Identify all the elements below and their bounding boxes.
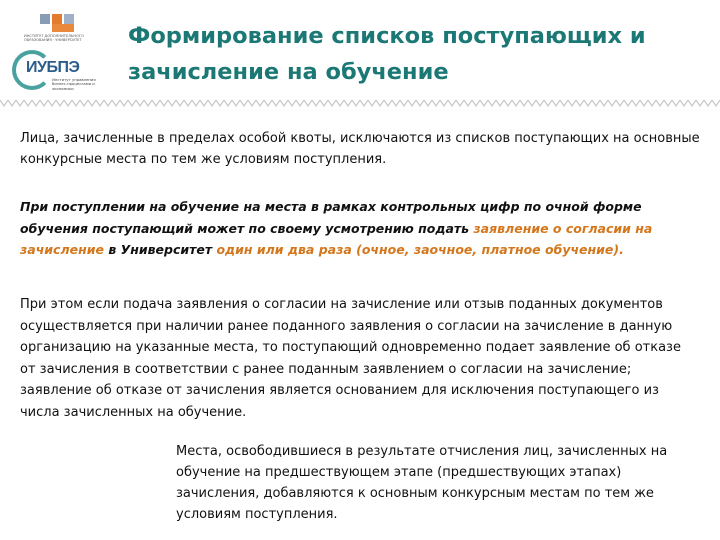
logo-square-icon [40,14,50,24]
iubpe-logo [12,50,108,96]
p2-highlight-consent: заявление о согласии на зачисление [20,220,653,257]
logo-wordmark: ИУБПЭ [26,59,80,76]
university-logo [24,12,104,44]
logo-caption: ИНСТИТУТ ДОПОЛНИТЕЛЬНОГО ОБРАЗОВАНИЯ · УНИВЕРСИТЕТ [24,34,84,43]
title-line-2: зачисление на обучение [128,59,449,85]
p2-text-2: в Университет [103,242,217,257]
title-line-1: Формирование списков поступающих и [128,23,646,49]
p2-highlight-times: один или два раза (очное, заочное, платное обучение). [216,242,624,257]
logo-square-icon [52,14,62,24]
paragraph-vacated-places: Места, освободившиеся в результате отчисления лиц, зачисленных на обучение на предшествующем этапе (предшествующих этапах) зачисления, добавляются к основным конкурсным местам по тем же условиям поступления. [176,441,706,525]
paragraph-consent-submission [20,196,700,261]
logo-square-icon [64,14,74,24]
p2-text-1: При поступлении на обучение на места в рамках контрольных цифр по очной форме обучения поступающий может по своему усмотрению подать [20,199,642,236]
logo-subtitle: Институт управления бизнес-процессами и экономики [52,77,96,91]
header-zigzag-border [0,96,720,110]
paragraph-refusal: При этом если подача заявления о согласии на зачисление или отзыв поданных документов осуществляется при наличии ранее поданного заявления о согласии на зачисление в данную организацию на указанные места, то поступающий одновременно подает заявление об отказе от зачисления в соответствии с ранее поданным заявлением о согласии на зачисление; заявление об отказе от зачисления является основанием для исключения поступающего из числа зачисленных на обучение. [20,297,681,420]
paragraph-special-quota: Лица, зачисленные в пределах особой квоты, исключаются из списков поступающих на основные конкурсные места по тем же условиям поступления. [20,131,700,167]
slide-title [128,18,708,90]
logo-square-icon [52,24,74,32]
